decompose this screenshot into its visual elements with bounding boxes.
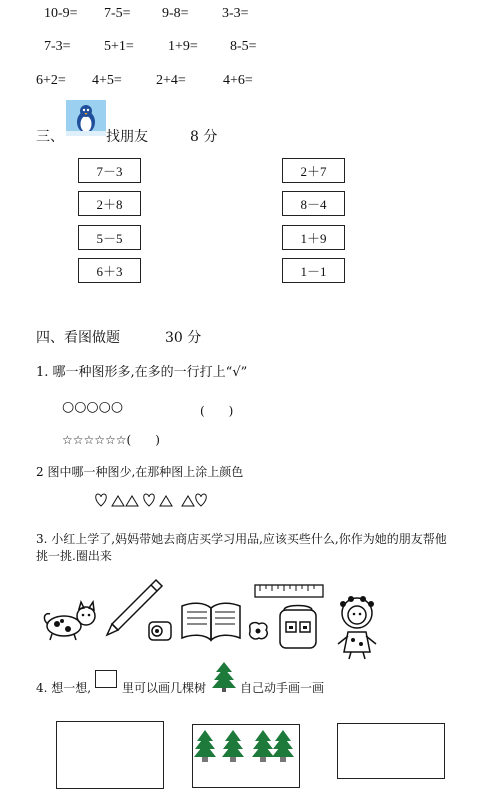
pair-box-left: 6＋3 bbox=[78, 258, 141, 283]
pair-box-right: 2＋7 bbox=[282, 158, 345, 183]
equation: 7-5= bbox=[104, 6, 131, 21]
equation: 4+6= bbox=[223, 73, 253, 88]
question-4-suffix: 自己动手画一画 bbox=[240, 681, 325, 695]
section-prefix: 三、 bbox=[36, 129, 64, 145]
question-3-line2: 挑一挑.圈出来 bbox=[36, 549, 112, 563]
drawing-box-empty bbox=[56, 721, 164, 789]
question-3-line1: 3. 小红上学了,妈妈带她去商店买学习用品,应该买些什么,你作为她的朋友帮他 bbox=[36, 532, 447, 546]
pair-box-left: 5－5 bbox=[78, 225, 141, 250]
equation: 1+9= bbox=[168, 39, 198, 54]
equation: 5+1= bbox=[104, 39, 134, 54]
section-score: 30 分 bbox=[165, 330, 202, 346]
equation: 7-3= bbox=[44, 39, 71, 54]
girl-icon bbox=[334, 594, 380, 660]
penguin-icon bbox=[66, 100, 106, 136]
equation: 10-9= bbox=[44, 6, 78, 21]
book-icon bbox=[180, 600, 242, 642]
section-title: 找朋友 bbox=[106, 129, 148, 145]
question-4-prefix: 4. 想一想, bbox=[36, 681, 92, 695]
equation: 9-8= bbox=[162, 6, 189, 21]
small-box-icon bbox=[95, 670, 117, 688]
pair-box-left: 7－3 bbox=[78, 158, 141, 183]
trees-group-icon bbox=[193, 725, 301, 789]
pair-box-right: 8－4 bbox=[282, 191, 345, 216]
pair-box-right: 1－1 bbox=[282, 258, 345, 283]
hearts-triangles-row bbox=[94, 490, 214, 510]
answer-paren: ( ) bbox=[200, 404, 234, 418]
cat-icon bbox=[42, 600, 102, 642]
equation: 8-5= bbox=[230, 39, 257, 54]
equation: 2+4= bbox=[156, 73, 186, 88]
equation: 6+2= bbox=[36, 73, 66, 88]
drawing-box-trees bbox=[192, 724, 300, 788]
tree-icon bbox=[211, 662, 237, 692]
eraser-icon bbox=[246, 620, 270, 642]
question-1: 1. 哪一种图形多,在多的一行打上“√” bbox=[36, 365, 248, 380]
section-score: 8 分 bbox=[190, 129, 218, 145]
equation: 3-3= bbox=[222, 6, 249, 21]
pair-box-left: 2＋8 bbox=[78, 191, 141, 216]
pair-box-right: 1＋9 bbox=[282, 225, 345, 250]
ruler-icon bbox=[254, 584, 324, 598]
school-bag-icon bbox=[276, 604, 320, 652]
question-4-middle: 里可以画几棵树 bbox=[122, 681, 207, 695]
sharpener-icon bbox=[146, 618, 174, 644]
stars-row: ☆☆☆☆☆☆( ) bbox=[62, 433, 160, 447]
equation: 4+5= bbox=[92, 73, 122, 88]
section-title: 四、看图做题 bbox=[36, 330, 120, 346]
question-2: 2 图中哪一种图少,在那种图上涂上颜色 bbox=[36, 465, 244, 479]
drawing-box-empty bbox=[337, 723, 445, 779]
circles-row: ○○○○○ bbox=[62, 399, 124, 415]
